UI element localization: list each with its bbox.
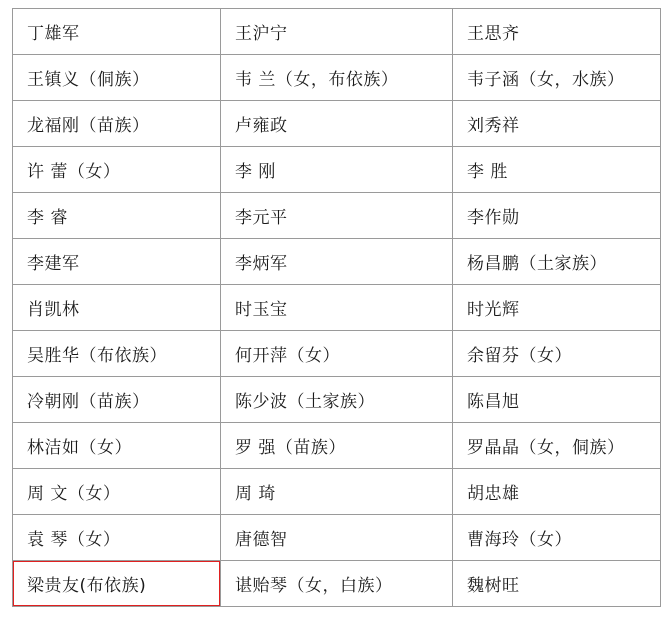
table-cell: 李 刚 (221, 147, 453, 193)
table-row (13, 239, 661, 285)
table-cell: 周 文（女） (13, 469, 221, 515)
table-body (13, 9, 661, 607)
table-cell: 王思齐 (453, 9, 661, 55)
table-cell: 韦 兰（女，布依族） (221, 55, 453, 101)
table-cell: 丁雄军 (13, 9, 221, 55)
table-cell: 李炳军 (221, 239, 453, 285)
table-cell: 许 蕾（女） (13, 147, 221, 193)
table-cell: 魏树旺 (453, 561, 661, 607)
table-cell: 谌贻琴（女，白族） (221, 561, 453, 607)
table-cell: 李建军 (13, 239, 221, 285)
table-cell: 韦子涵（女，水族） (453, 55, 661, 101)
table-cell: 罗晶晶（女，侗族） (453, 423, 661, 469)
table-row (13, 423, 661, 469)
table-cell: 龙福刚（苗族） (13, 101, 221, 147)
table-row (13, 469, 661, 515)
table-row (13, 285, 661, 331)
table-cell: 李 睿 (13, 193, 221, 239)
table-cell: 罗 强（苗族） (221, 423, 453, 469)
table-row (13, 9, 661, 55)
table-cell: 王镇义（侗族） (13, 55, 221, 101)
name-roster-table (12, 8, 661, 607)
table-cell: 李 胜 (453, 147, 661, 193)
table-cell: 杨昌鹏（土家族） (453, 239, 661, 285)
table-cell: 王沪宁 (221, 9, 453, 55)
table-cell: 周 琦 (221, 469, 453, 515)
table-cell: 林洁如（女） (13, 423, 221, 469)
table-cell: 时光辉 (453, 285, 661, 331)
table-cell: 吴胜华（布依族） (13, 331, 221, 377)
table-cell-highlighted: 梁贵友(布依族) (13, 561, 221, 607)
table-row (13, 377, 661, 423)
table-cell: 李元平 (221, 193, 453, 239)
table-cell: 曹海玲（女） (453, 515, 661, 561)
table-cell: 卢雍政 (221, 101, 453, 147)
table-cell: 时玉宝 (221, 285, 453, 331)
table-cell: 陈少波（土家族） (221, 377, 453, 423)
table-row (13, 147, 661, 193)
table-cell: 李作勋 (453, 193, 661, 239)
table-row (13, 515, 661, 561)
table-cell: 胡忠雄 (453, 469, 661, 515)
table-row (13, 55, 661, 101)
table-row (13, 561, 661, 607)
table-cell: 肖凯林 (13, 285, 221, 331)
table-cell: 刘秀祥 (453, 101, 661, 147)
table-cell: 何开萍（女） (221, 331, 453, 377)
table-cell: 冷朝刚（苗族） (13, 377, 221, 423)
table-row (13, 331, 661, 377)
table-cell: 唐德智 (221, 515, 453, 561)
table-cell: 袁 琴（女） (13, 515, 221, 561)
table-cell: 陈昌旭 (453, 377, 661, 423)
table-cell: 余留芬（女） (453, 331, 661, 377)
table-row (13, 101, 661, 147)
table-row (13, 193, 661, 239)
